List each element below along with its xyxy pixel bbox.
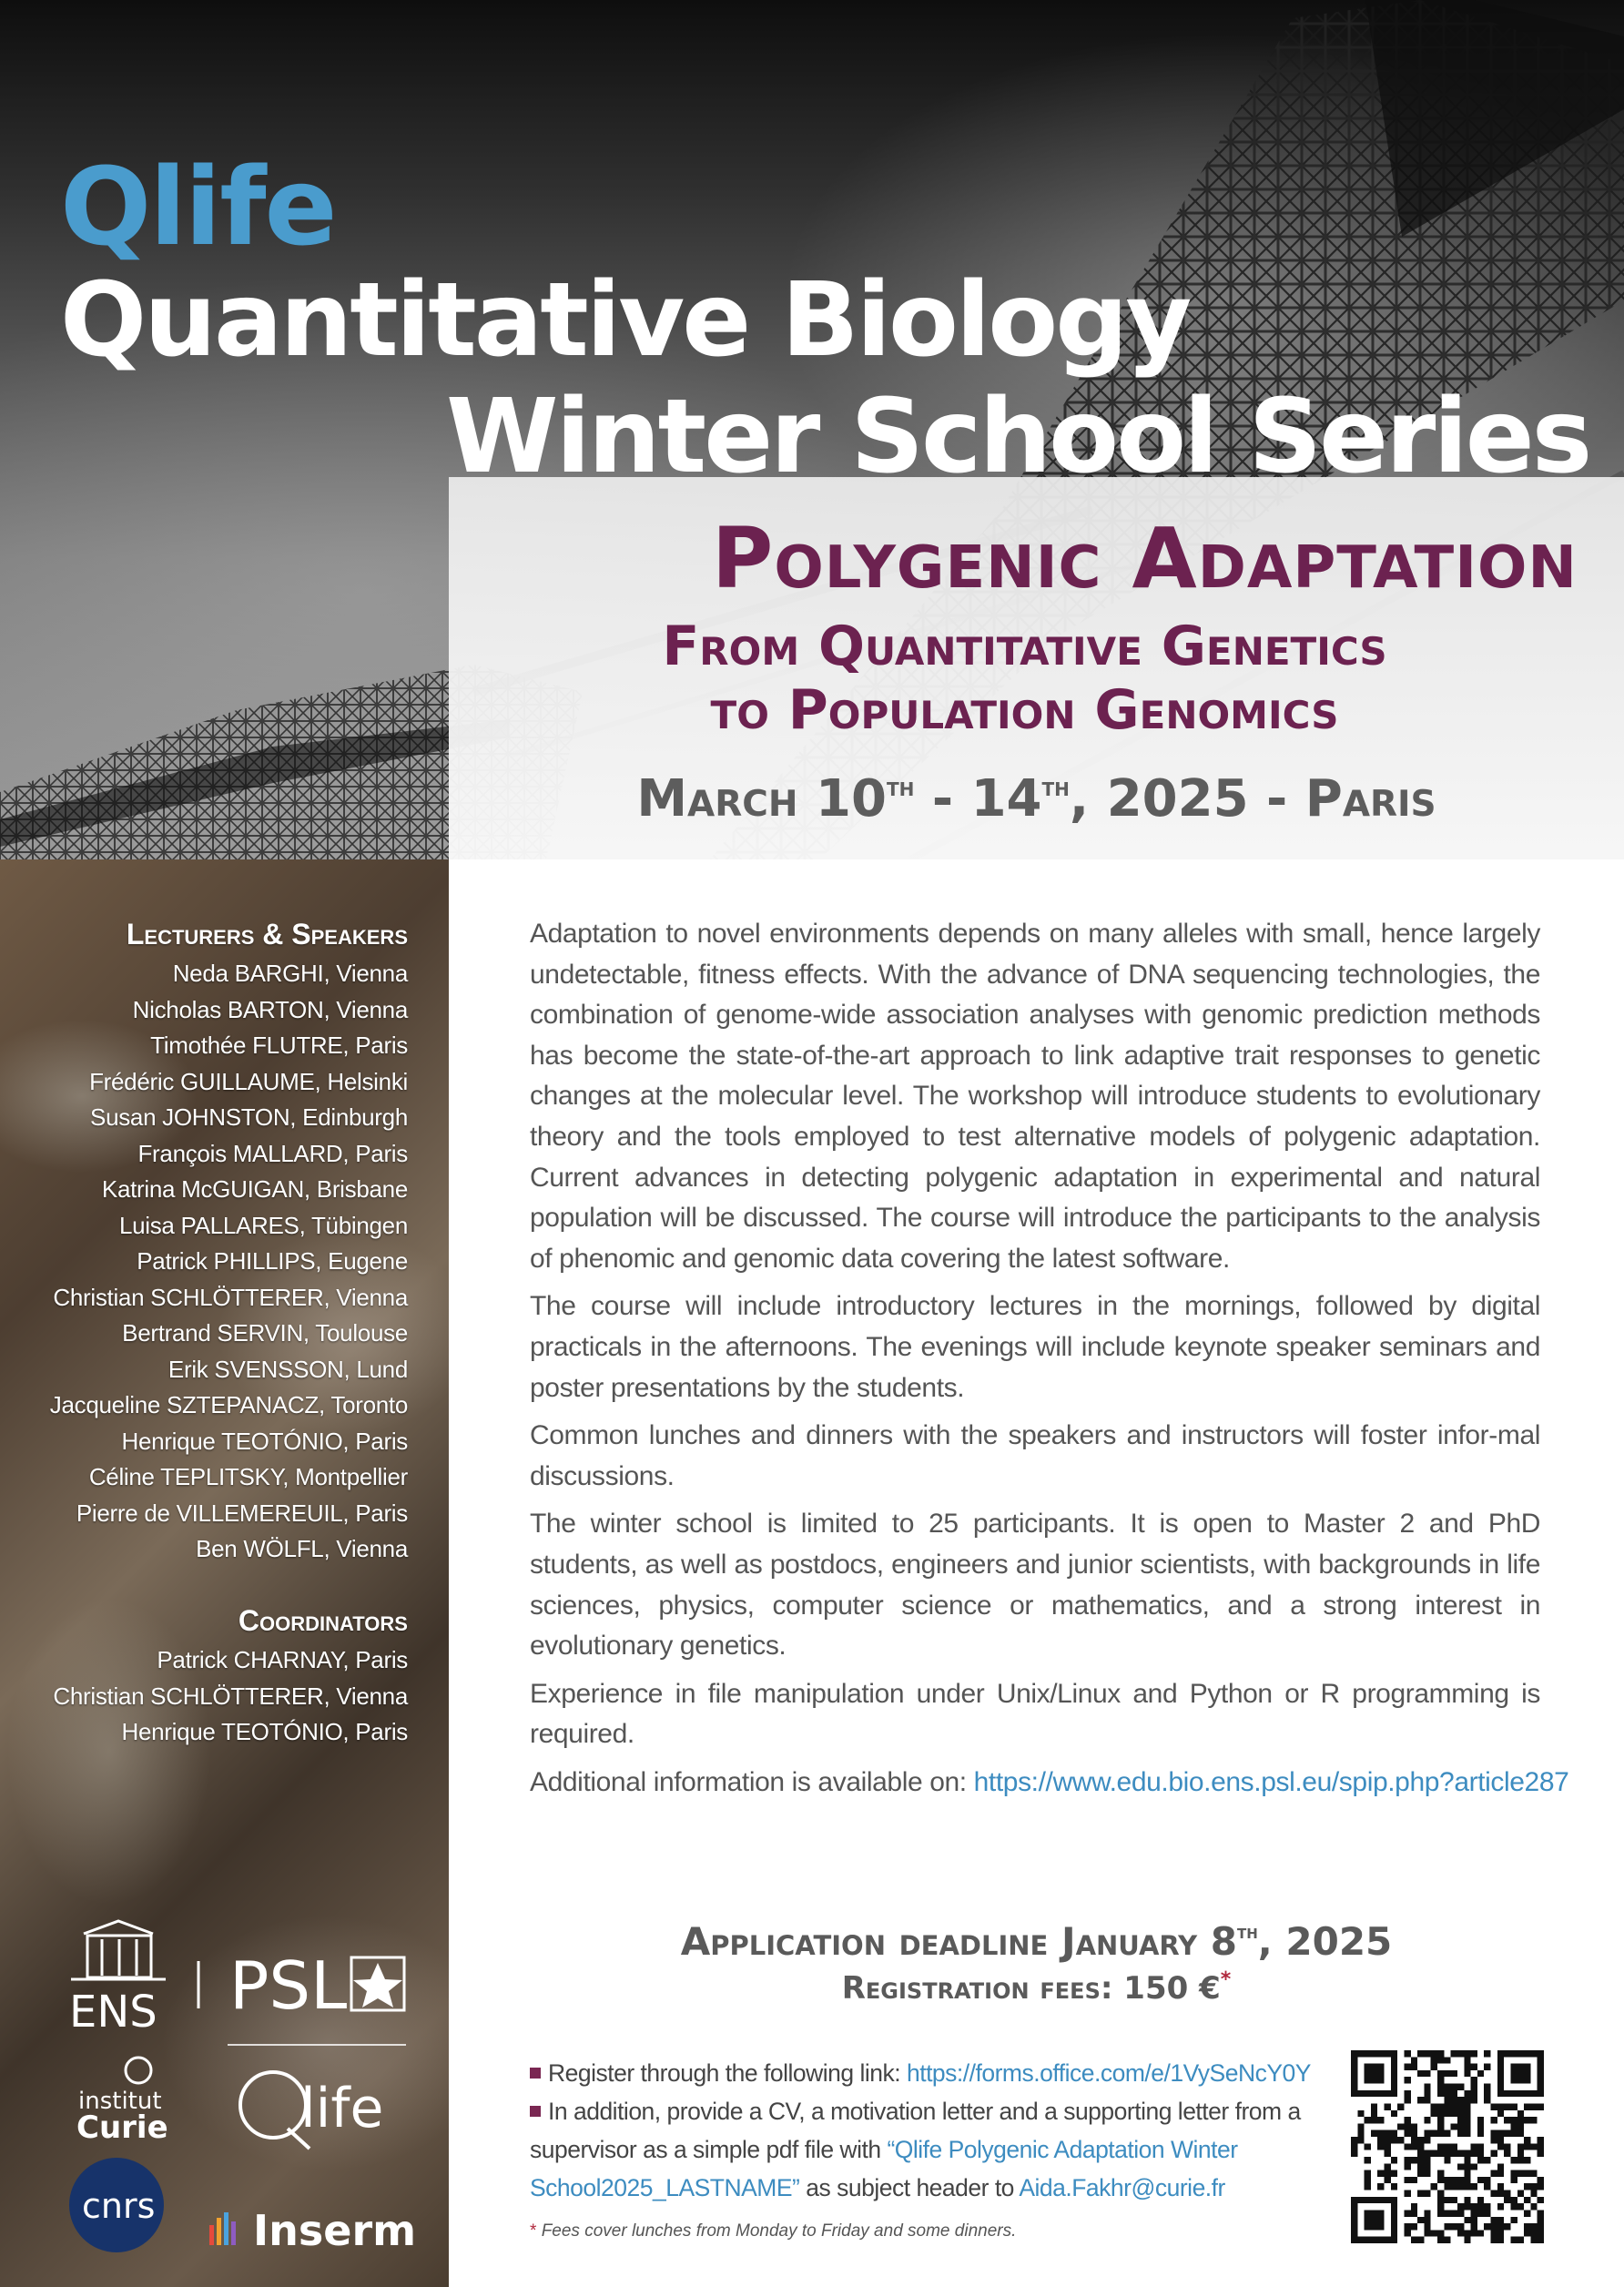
deadline-year: , 2025 [1257, 1919, 1393, 1964]
speakers-sidebar [0, 859, 449, 2287]
event-title: Polygenic Adaptation [711, 510, 1578, 607]
inserm-logo-text: Inserm [253, 2206, 417, 2255]
speaker-entry: Henrique TEOTÓNIO, Paris [121, 1427, 408, 1455]
register-form-link[interactable]: https://forms.office.com/e/1VySeNcY0Y [906, 2059, 1311, 2087]
speaker-entry: Patrick CHARNAY, Paris [157, 1646, 408, 1673]
speaker-entry: Christian SCHLÖTTERER, Vienna [53, 1283, 408, 1311]
series-title-line2: Winter School Series [446, 378, 1590, 496]
application-deadline [449, 1919, 1624, 1964]
speaker-entry: François MALLARD, Paris [137, 1139, 408, 1167]
register-documents-row [530, 2092, 1349, 2130]
event-subtitle-line1: From Quantitative Genetics [662, 615, 1387, 678]
psl-logo-text: PSL [229, 1947, 348, 2024]
ens-building-icon [71, 1921, 166, 1979]
speaker-entry: Timothée FLUTRE, Paris [150, 1032, 408, 1059]
register-documents-row-2 [530, 2130, 1349, 2169]
curie-small-text: institut [78, 2088, 162, 2115]
register-documents-row-3 [530, 2169, 1349, 2207]
date-sep: - 14 [914, 769, 1042, 828]
description-paragraph: The winter school is limited to 25 participants. It is open to Master 2 and PhD students, as well as postdocs, engineers and junior scientists, with backgrounds in life sciences, physics, computer science or mathematics, and a strong interest in evolutionary genetics. [530, 1509, 1540, 1662]
description-paragraph: Common lunches and dinners with the speakers and instructors will foster infor-mal discussions. [530, 1420, 1540, 1491]
footnote-star: * [530, 2221, 537, 2241]
subject-header-text: “Qlife Polygenic Adaptation Winter [887, 2136, 1238, 2163]
speaker-entry: Luisa PALLARES, Tübingen [118, 1211, 408, 1239]
description-paragraph: Adaptation to novel environments depends on many alleles with small, hence largely undetectable, fitness effects. With the advance of DNA sequencing technologies, the combination of genome-wide association analyses with genomic prediction methods has become the state-of-the-art approach to link adaptive trait responses to genetic changes at the molecular level. The workshop will introduce students to evolutionary theory and the tools employed to test alternative models of polygenic adaptation. Current advances in detecting polygenic adaptation in experimental and natural population will be discussed. The course will introduce the participants to the analysis of phenomic and genomic data covering the latest software. [530, 919, 1540, 1274]
speaker-entry: Henrique TEOTÓNIO, Paris [121, 1718, 408, 1745]
speaker-entry: Bertrand SERVIN, Toulouse [122, 1319, 408, 1347]
bullet-icon [530, 2106, 541, 2117]
partner-logos [0, 859, 449, 2287]
ens-logo-text: ENS [69, 1987, 157, 2038]
coordinators-heading: Coordinators [238, 1604, 408, 1637]
subject-header-text-2: School2025_LASTNAME” [530, 2174, 800, 2201]
speaker-entry: Ben WÖLFL, Vienna [196, 1535, 408, 1562]
speaker-entry: Pierre de VILLEMEREUIL, Paris [76, 1499, 408, 1527]
register-link-row [530, 2054, 1349, 2092]
description-paragraph: The course will include introductory lectures in the mornings, followed by digital practicals in the afternoons. The evenings will include keynote speaker seminars and poster presentations by the students. [530, 1291, 1540, 1403]
subject-header-label: as subject header to [806, 2174, 1014, 2201]
speaker-entry: Frédéric GUILLAUME, Helsinki [89, 1067, 408, 1095]
deadline-sup: th [1237, 1921, 1258, 1944]
speaker-entry: Jacqueline SZTEPANACZ, Toronto [49, 1391, 408, 1418]
fees-star: * [1220, 1968, 1232, 1991]
speaker-entry: Erik SVENSSON, Lund [167, 1355, 408, 1383]
date-sup1: th [886, 772, 915, 802]
event-subtitle-line2: to Population Genomics [710, 678, 1339, 742]
curie-icon [126, 2058, 151, 2083]
description [530, 914, 1569, 1810]
date-sup2: th [1041, 772, 1070, 802]
additional-info-label: Additional information is available on: [530, 1766, 967, 1797]
speaker-entry: Katrina McGUIGAN, Brisbane [101, 1175, 408, 1203]
registration-instructions [530, 2054, 1349, 2207]
bullet-icon [530, 2068, 541, 2079]
speaker-entry: Christian SCHLÖTTERER, Vienna [53, 1682, 408, 1710]
additional-info-link[interactable]: https://www.edu.bio.ens.psl.eu/spip.php?article287 [973, 1766, 1569, 1797]
curie-logo-text: Curie [76, 2109, 168, 2146]
psl-star-icon [351, 1957, 404, 2010]
series-title-line1: Quantitative Biology [60, 261, 1190, 380]
qlife-q-icon [240, 2072, 310, 2149]
event-dates [449, 769, 1624, 828]
footnote-text: Fees cover lunches from Monday to Friday and some dinners. [541, 2221, 1017, 2241]
date-month: March 10 [636, 769, 887, 828]
registration-fees [449, 1968, 1624, 2007]
description-paragraph: Experience in file manipulation under Unix/Linux and Python or R programming is required. [530, 1678, 1540, 1750]
speaker-entry: Susan JOHNSTON, Edinburgh [90, 1103, 408, 1131]
speaker-entry: Patrick PHILLIPS, Eugene [137, 1247, 408, 1275]
cnrs-logo-text: cnrs [82, 2186, 156, 2226]
additional-info [530, 1763, 1569, 1804]
deadline-text: Application deadline January 8 [680, 1919, 1237, 1964]
qlife-logo-text: life [300, 2077, 384, 2140]
inserm-bars-icon [209, 2212, 236, 2245]
registration-qr-code[interactable] [1351, 2050, 1544, 2243]
hero-banner [0, 0, 1624, 859]
fees-text: Registration fees: 150 € [841, 1970, 1221, 2007]
register-link-label: Register through the following link: [548, 2059, 901, 2087]
date-rest: , 2025 - Paris [1069, 769, 1436, 828]
lecturers-heading: Lecturers & Speakers [126, 918, 408, 950]
contact-email-link[interactable]: Aida.Fakhr@curie.fr [1019, 2174, 1225, 2201]
qlife-brand: Qlife [60, 144, 336, 269]
fees-footnote [530, 2221, 1016, 2241]
speaker-entry: Neda BARGHI, Vienna [172, 960, 408, 987]
speaker-entry: Céline TEPLITSKY, Montpellier [88, 1463, 408, 1490]
register-documents-text: In addition, provide a CV, a motivation letter and a supporting letter from a [548, 2098, 1301, 2125]
speaker-entry: Nicholas BARTON, Vienna [132, 995, 408, 1023]
register-documents-text-2: supervisor as a simple pdf file with [530, 2136, 881, 2163]
